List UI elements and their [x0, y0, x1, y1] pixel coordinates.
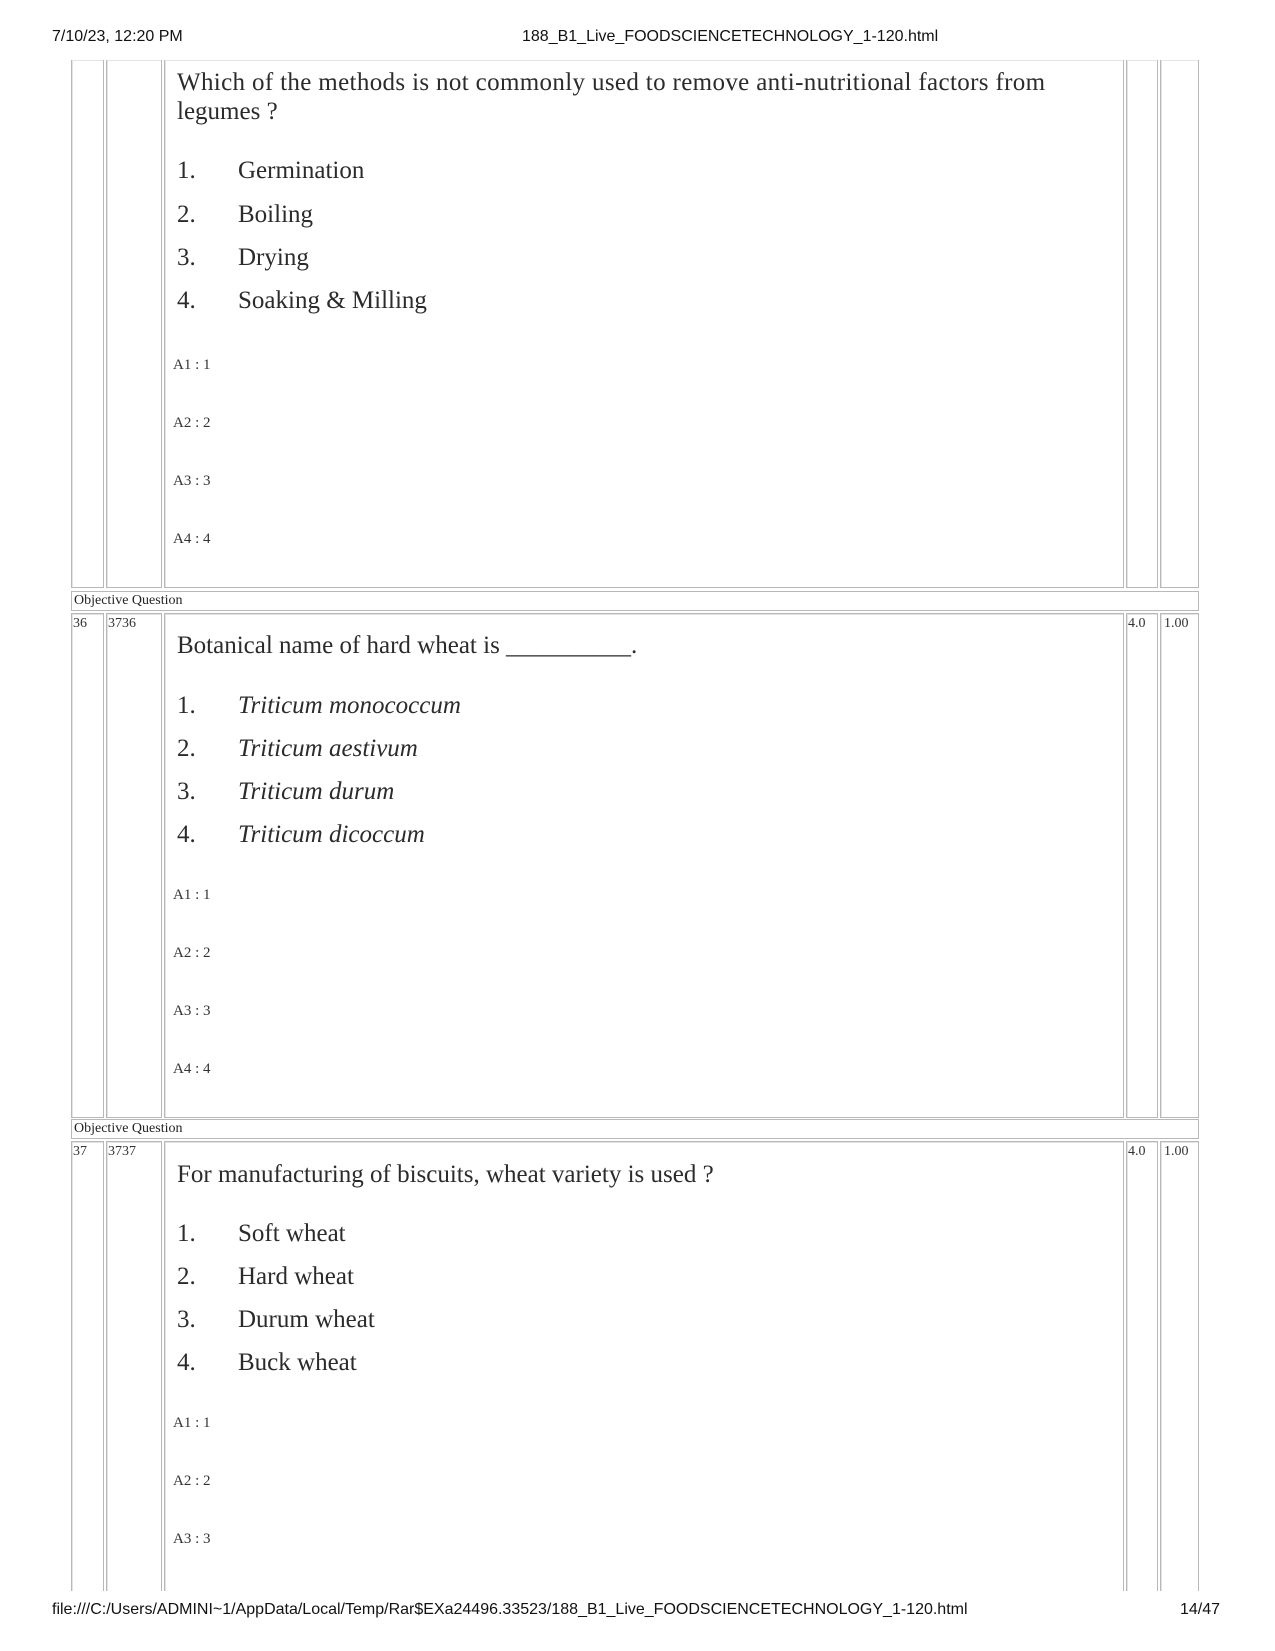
option-number: 2.: [177, 735, 196, 762]
question-id: 3736: [108, 616, 136, 631]
qid-cell: [106, 60, 162, 588]
file-path: file:///C:/Users/ADMINI~1/AppData/Local/Temp/Rar$EXa24496.33523/188_B1_Live_FOODSCIENCETECHNOLOGY_1-120.html: [52, 1601, 968, 1618]
question-text-line: legumes ?: [177, 98, 278, 125]
sno-cell: [71, 60, 104, 588]
option-text: Triticum aestivum: [238, 735, 418, 762]
question-serial-number: 37: [73, 1144, 87, 1159]
question-text-line: Which of the methods is not commonly used to remove anti-nutritional factors from: [177, 69, 1046, 96]
option-text: Durum wheat: [238, 1306, 375, 1333]
option-text: Germination: [238, 157, 365, 184]
negative-marks-cell: [1160, 1141, 1199, 1591]
sno-cell: [71, 1141, 104, 1591]
marks-cell: [1126, 1141, 1158, 1591]
option-text: Triticum monococcum: [238, 692, 461, 719]
answer-key: A2 : 2: [173, 945, 211, 961]
option-text: Triticum dicoccum: [238, 821, 425, 848]
option-number: 1.: [177, 692, 196, 719]
negative-marks-cell: [1160, 613, 1199, 1118]
qid-cell: [106, 613, 162, 1118]
answer-key: A3 : 3: [173, 1531, 211, 1547]
option-number: 4.: [177, 821, 196, 848]
print-datetime: 7/10/23, 12:20 PM: [52, 28, 183, 45]
option-text: Triticum durum: [238, 778, 395, 805]
marks-value: 4.0: [1128, 1144, 1146, 1159]
option-number: 3.: [177, 1306, 196, 1333]
answer-key: A4 : 4: [173, 531, 211, 547]
negative-marks-value: 1.00: [1164, 616, 1189, 631]
option-text: Buck wheat: [238, 1349, 357, 1376]
option-number: 1.: [177, 1220, 196, 1247]
answer-key: A2 : 2: [173, 1473, 211, 1489]
option-text: Drying: [238, 244, 309, 271]
marks-value: 4.0: [1128, 616, 1146, 631]
option-number: 4.: [177, 1349, 196, 1376]
question-type-label: Objective Question: [71, 591, 1199, 611]
question-cell: [164, 613, 1124, 1118]
negative-marks-cell: [1160, 60, 1199, 588]
option-number: 3.: [177, 778, 196, 805]
option-text: Soaking & Milling: [238, 287, 427, 314]
page-number: 14/47: [1180, 1601, 1221, 1618]
negative-marks-value: 1.00: [1164, 1144, 1189, 1159]
question-type-label: Objective Question: [71, 1119, 1199, 1139]
sno-cell: [71, 613, 104, 1118]
marks-cell: [1126, 613, 1158, 1118]
option-number: 3.: [177, 244, 196, 271]
option-text: Soft wheat: [238, 1220, 346, 1247]
document-title: 188_B1_Live_FOODSCIENCETECHNOLOGY_1-120.html: [522, 28, 939, 45]
option-number: 2.: [177, 201, 196, 228]
option-number: 4.: [177, 287, 196, 314]
option-text: Hard wheat: [238, 1263, 354, 1290]
qid-cell: [106, 1141, 162, 1591]
answer-key: A1 : 1: [173, 887, 211, 903]
option-number: 1.: [177, 157, 196, 184]
marks-cell: [1126, 60, 1158, 588]
answer-key: A1 : 1: [173, 357, 211, 373]
answer-key: A4 : 4: [173, 1061, 211, 1077]
question-text: Botanical name of hard wheat is __________.: [177, 632, 638, 659]
answer-key: A3 : 3: [173, 1003, 211, 1019]
question-id: 3737: [108, 1144, 136, 1159]
answer-key: A3 : 3: [173, 473, 211, 489]
question-serial-number: 36: [73, 616, 87, 631]
answer-key: A2 : 2: [173, 415, 211, 431]
question-text: For manufacturing of biscuits, wheat variety is used ?: [177, 1161, 714, 1188]
option-number: 2.: [177, 1263, 196, 1290]
question-cell: [164, 60, 1124, 588]
answer-key: A1 : 1: [173, 1415, 211, 1431]
option-text: Boiling: [238, 201, 314, 228]
